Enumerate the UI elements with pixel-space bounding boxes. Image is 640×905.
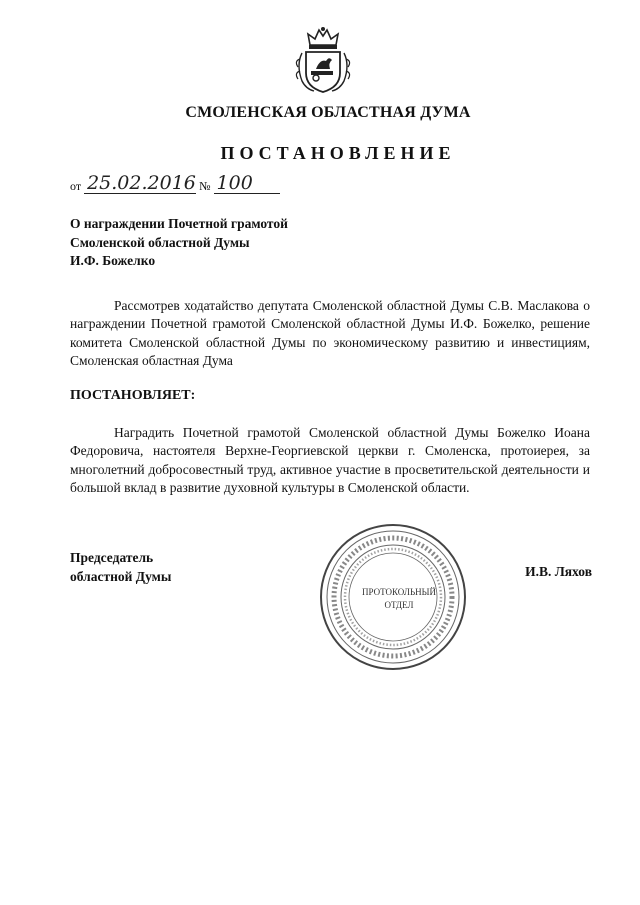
subject-line: О награждении Почетной грамотой	[70, 216, 288, 231]
smolensk-coat-of-arms-icon	[292, 25, 354, 95]
resolution-paragraph: Наградить Почетной грамотой Смоленской областной Думы Божелко Иоана Федоровича, настоятеля Верхне-Георгиевской церкви г. Смоленска, протоиерея, за многолетний добросовестный труд, активное участие в просветительской деятельности и большой вклад в развитие духовной культуры в Смоленской области.	[70, 425, 590, 495]
signatory-title-line: Председатель	[70, 550, 154, 565]
signatory-title	[70, 549, 171, 586]
preamble-paragraph: Рассмотрев ходатайство депутата Смоленской областной Думы С.В. Маслакова о награждении Почетной грамотой Смоленской областной Думы И.Ф. Божелко, решение комитета Смоленской областной Думы по экономическому развитию и инвестициям, Смоленская областная Дума	[70, 298, 590, 368]
document-type-title: ПОСТАНОВЛЕНИЕ	[220, 143, 456, 163]
stamp-center-text	[356, 586, 442, 612]
stamp-text-line: ОТДЕЛ	[384, 600, 414, 610]
organization-title: СМОЛЕНСКАЯ ОБЛАСТНАЯ ДУМА	[185, 104, 471, 121]
handwritten-number: 100	[214, 173, 280, 194]
from-label: от	[70, 179, 82, 193]
subject-line: И.Ф. Божелко	[70, 253, 156, 268]
subject-line: Смоленской областной Думы	[70, 234, 250, 250]
stamp-text-line: ПРОТОКОЛЬНЫЙ	[362, 587, 436, 597]
document-subject	[70, 215, 288, 271]
number-label: №	[199, 179, 211, 193]
date-number-line	[70, 173, 280, 195]
signatory-title-line: областной Думы	[70, 568, 172, 584]
decree-heading: ПОСТАНОВЛЯЕТ:	[70, 388, 196, 403]
signatory-name: И.В. Ляхов	[525, 564, 592, 579]
handwritten-date: 25.02.2016	[84, 173, 196, 194]
